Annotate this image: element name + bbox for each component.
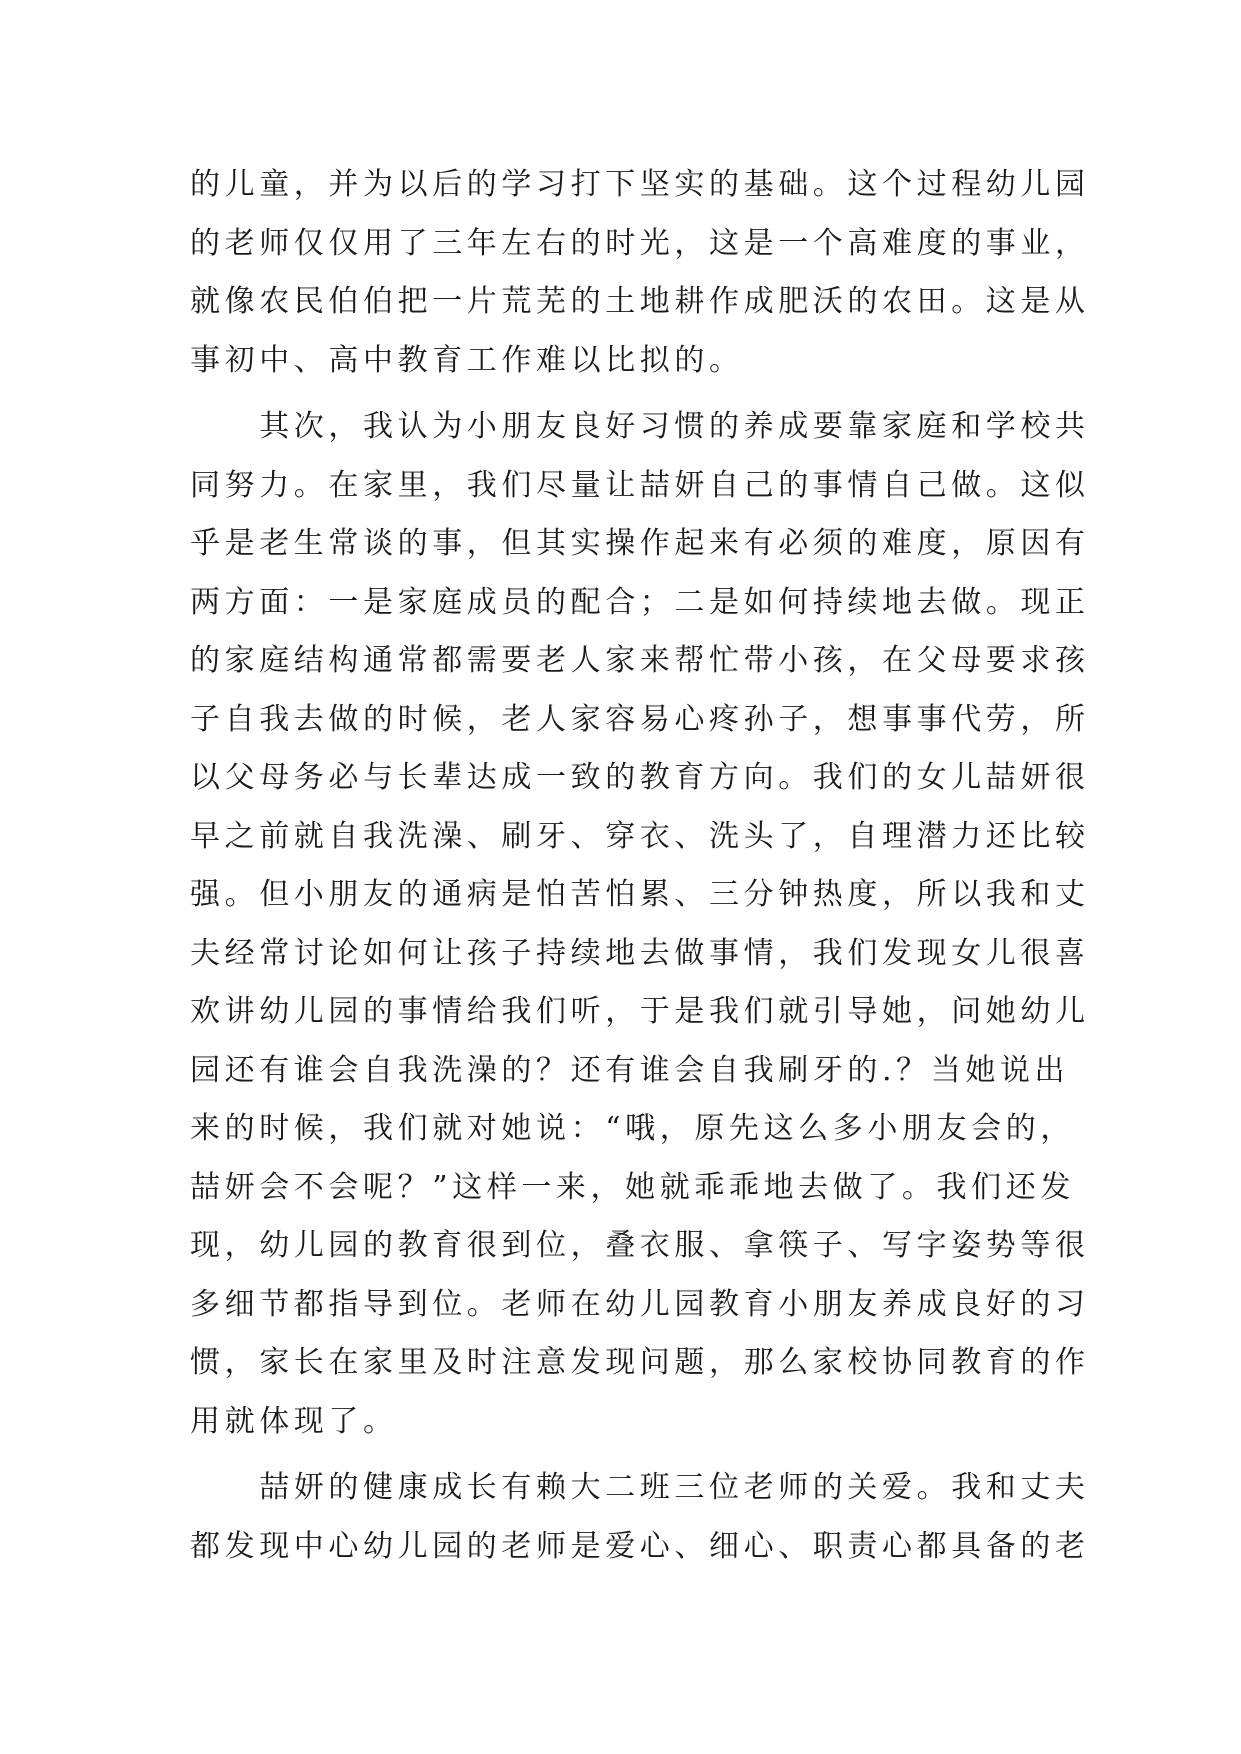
text-line: 都发现中心幼儿园的老师是爱心、细心、职责心都具备的老: [190, 1528, 1090, 1564]
text-line: 强。但小朋友的通病是怕苦怕累、三分钟热度，所以我和丈: [190, 877, 1090, 912]
paragraph-gap: [190, 1451, 1070, 1459]
text-line: 惯，家长在家里及时注意发现问题，那么家校协同教育的作: [190, 1345, 1090, 1380]
text-line: 以父母务必与长辈达成一致的教育方向。我们的女儿喆妍很: [190, 760, 1090, 795]
text-line: 喆妍会不会呢？”这样一来，她就乖乖地去做了。我们还发: [190, 1169, 1075, 1205]
text-line: 事初中、高中教育工作难以比拟的。: [190, 342, 744, 378]
text-line: 早之前就自我洗澡、刷牙、穿衣、洗头了，自理潜力还比较: [190, 818, 1090, 854]
text-line: 的老师仅仅用了三年左右的时光，这是一个高难度的事业，: [190, 225, 1090, 261]
text-line: 园还有谁会自我洗澡的？还有谁会自我刷牙的.？当她说出: [190, 1052, 1070, 1088]
text-line: 夫经常讨论如何让孩子持续地去做事情，我们发现女儿很喜: [190, 935, 1090, 971]
text-line: 的儿童，并为以后的学习打下坚实的基础。这个过程幼儿园: [190, 167, 1090, 202]
paragraph-gap: [190, 390, 1070, 398]
paragraph-3: [190, 1459, 1090, 1576]
text-line: 乎是老生常谈的事，但其实操作起来有必须的难度，原因有: [190, 526, 1090, 561]
text-line: 同努力。在家里，我们尽量让喆妍自己的事情自己做。这似: [190, 467, 1090, 503]
text-line: 用就体现了。: [190, 1403, 398, 1439]
document-body: [190, 156, 1090, 1576]
paragraph-2: [190, 398, 1090, 1451]
text-line: 喆妍的健康成长有赖大二班三位老师的关爱。我和丈夫: [190, 1470, 1090, 1505]
text-line: 其次，我认为小朋友良好习惯的养成要靠家庭和学校共: [190, 409, 1090, 444]
text-line: 的家庭结构通常都需要老人家来帮忙带小孩，在父母要求孩: [190, 643, 1090, 678]
text-line: 两方面：一是家庭成员的配合；二是如何持续地去做。现正: [190, 584, 1090, 620]
text-line: 欢讲幼儿园的事情给我们听，于是我们就引导她，问她幼儿: [190, 994, 1090, 1029]
text-line: 子自我去做的时候，老人家容易心疼孙子，想事事代劳，所: [190, 701, 1090, 737]
text-line: 多细节都指导到位。老师在幼儿园教育小朋友养成良好的习: [190, 1286, 1090, 1322]
text-line: 来的时候，我们就对她说：“哦，原先这么多小朋友会的，: [190, 1111, 1075, 1146]
text-line: 就像农民伯伯把一片荒芜的土地耕作成肥沃的农田。这是从: [190, 284, 1090, 319]
paragraph-1: [190, 156, 1090, 390]
text-line: 现，幼儿园的教育很到位，叠衣服、拿筷子、写字姿势等很: [190, 1228, 1090, 1263]
